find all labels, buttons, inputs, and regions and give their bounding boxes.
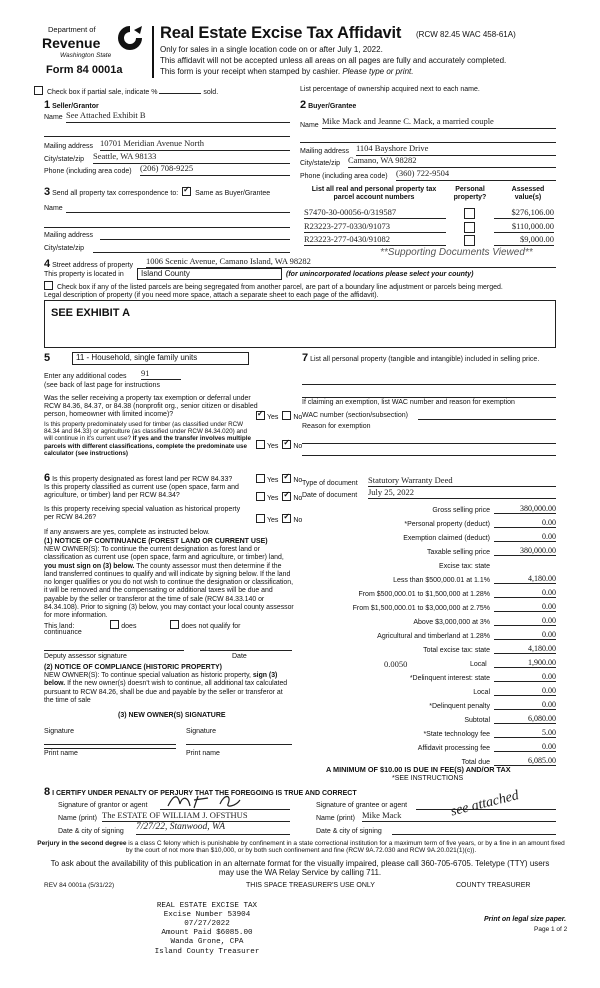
tier-value[interactable]: 4,180.00 [494, 574, 556, 584]
owner-print-label: Print name [44, 750, 78, 757]
buyer-name-extra-line[interactable] [300, 132, 556, 143]
tax-row-label: Taxable selling price [426, 549, 490, 556]
tail-value[interactable]: 6,080.00 [494, 714, 556, 724]
yes-label: Yes [267, 517, 279, 524]
buyer-heading [300, 99, 356, 112]
parcel-row [304, 222, 556, 234]
corr-city-label: City/state/zip [44, 245, 85, 252]
tail-value[interactable]: 0.00 [494, 700, 556, 710]
notice-compliance-body-a: NEW OWNER(S): To continue special valuation as historic property, [44, 672, 253, 679]
form-subtitle-3 [160, 67, 413, 76]
tier-label: Total excise tax: state [423, 647, 490, 654]
deputy-date-label: Date [232, 653, 247, 660]
tier-label: Agricultural and timberland at 1.28% [377, 633, 490, 640]
notice-compliance-body-b: sign (3) below. [44, 672, 278, 688]
street-address-label: Street address of property [52, 262, 134, 269]
total-due-label: Total due [461, 759, 490, 766]
forest-yes-checkbox[interactable] [256, 474, 265, 483]
receipt-line: Amount Paid $6085.00 [161, 929, 253, 938]
receipt-line: Excise Number 53904 [163, 911, 251, 920]
tax-row-value[interactable]: 0.00 [494, 532, 556, 542]
county-treasurer-label: COUNTY TREASURER [456, 882, 531, 889]
form-title: Real Estate Excise Tax Affidavit [160, 24, 402, 42]
personal-property-checkbox[interactable] [464, 208, 475, 219]
owner-signature-label: Signature [44, 728, 74, 735]
addl-codes-label: Enter any additional codes [44, 373, 127, 380]
tail-value[interactable]: 0.00 [494, 742, 556, 752]
tail-value[interactable]: 0.00 [494, 686, 556, 696]
list-percentage-note: List percentage of ownership acquired next to each name. [300, 86, 480, 93]
forest-answer [254, 474, 302, 485]
tax-row-value[interactable]: 380,000.00 [494, 546, 556, 556]
revenue-swoosh-icon [116, 24, 144, 52]
doc-date-field[interactable]: July 25, 2022 [368, 488, 556, 499]
does-label: does [121, 623, 137, 630]
county-label: This property is located in [44, 271, 124, 278]
land-label: This land: [44, 623, 75, 630]
no-label: No [293, 414, 303, 421]
total-due-value[interactable]: 6,085.00 [494, 756, 556, 766]
seller-mail-label: Mailing address [44, 143, 94, 150]
current-use-answer [254, 492, 302, 503]
dept-line3: Washington State [60, 52, 112, 59]
section7-heading-no: 7 [302, 352, 309, 364]
current-use-no-checkbox[interactable] [282, 492, 291, 501]
form-subtitle-2: This affidavit will not be accepted unless all areas on all pages are fully and accurately completed. [160, 56, 507, 65]
no-label: No [293, 495, 303, 502]
seller-mail-field[interactable]: 10701 Meridian Avenue North [100, 139, 290, 151]
tier-value[interactable]: 0.00 [494, 588, 556, 598]
tax-row-label: Exemption claimed (deduct) [403, 535, 490, 542]
receipt-line: REAL ESTATE EXCISE TAX [156, 902, 258, 910]
yes-label: Yes [267, 443, 279, 450]
notice-continuance-body-c: The county assessor must then determine if the land transferred continues to qualify and will indicate by signing below. If the land no longer qualifies or you do not wish to continue the designation or classification, it will be removed and the compensating or additional taxes will be due and payable by the seller or transferor at the time of sale (RCW 84.33.140 or 84.34.108). Prior to signing (3) below, you may contact your local county assessor for more information. [44, 562, 294, 620]
addl-codes-field[interactable]: 91 [141, 369, 181, 380]
owner-signature-line[interactable] [44, 738, 176, 745]
form-number: Form 84 0001a [46, 64, 123, 76]
current-use-yes-checkbox[interactable] [256, 492, 265, 501]
tier-value[interactable]: 0.00 [494, 630, 556, 640]
grantor-signature-scribble-icon [164, 792, 274, 810]
tail-label: *Delinquent interest: state [409, 675, 490, 682]
tail-value[interactable]: 0.00 [494, 672, 556, 682]
yes-label: Yes [267, 495, 279, 502]
wac-number-label: WAC number (section/subsection) [302, 412, 408, 419]
form-subtitle-1: Only for sales in a single location code on or after July 1, 2022. [160, 45, 383, 54]
seller-name-extra-line[interactable] [44, 126, 290, 137]
tier-label: Above $3,000,000 at 3% [413, 619, 490, 626]
county-select[interactable]: Island County [137, 268, 282, 280]
corr-city-field[interactable] [93, 243, 290, 253]
notice-compliance-body-c: If the new owner(s) doesn't wish to continue, all additional tax calculated pursuant to RCW 84.26, shall be due and payable by the seller or transferor at the time of sale [44, 680, 288, 704]
receipt-line: Island County Treasurer [154, 947, 260, 956]
header-divider [152, 26, 154, 78]
seller-name-label: Name [44, 114, 63, 121]
seller-name-field[interactable]: See Attached Exhibit B [66, 111, 290, 123]
certify-text: I CERTIFY UNDER PENALTY OF PERJURY THAT THE FOREGOING IS TRUE AND CORRECT [52, 790, 357, 797]
current-use-question: Is this property classified as current use (open space, farm and agriculture, or timber) land per RCW 84.34? [44, 484, 239, 500]
segregated-checkbox[interactable] [44, 281, 53, 290]
partial-sale-row [32, 86, 218, 97]
parcel-number[interactable]: R23223-277-0330/91073 [304, 222, 446, 233]
grantee-name-label: Name (print) [316, 815, 355, 822]
same-as-buyer-label: Same as Buyer/Grantee [195, 190, 271, 197]
section7-text [302, 352, 554, 365]
print-legal-note: Print on legal size paper. [484, 916, 567, 923]
form-subtitle-3a: This form is your receipt when stamped by cashier. [160, 67, 341, 76]
notice-compliance-body [44, 672, 294, 705]
partial-sale-checkbox[interactable] [34, 86, 43, 95]
owner-signature-line[interactable] [186, 738, 292, 745]
timber-answer [254, 440, 302, 451]
grantor-signature-label: Signature of grantor or agent [58, 802, 148, 809]
form-subtitle-3b: Please type or print. [342, 67, 414, 76]
owner-print-label: Print name [186, 750, 220, 757]
forest-land-question [44, 472, 256, 485]
correspondence-heading [44, 186, 270, 199]
buyer-heading-no: 2 [300, 99, 307, 111]
buyer-city-field[interactable]: Camano, WA 98282 [348, 156, 556, 168]
seller-heading-no: 1 [44, 99, 51, 111]
timber-question [44, 421, 256, 457]
parcels-col-header-2: Personal property? [453, 186, 487, 202]
buyer-mail-field[interactable]: 1104 Bayshore Drive [356, 144, 556, 156]
treasurer-receipt-stamp [142, 902, 272, 957]
does-not-label: does not qualify for [181, 623, 241, 630]
section6-heading-no: 6 [44, 472, 51, 484]
parcel-row [304, 208, 556, 220]
receipt-line: Wanda Grone, CPA [170, 938, 244, 947]
tail-label: *Delinquent penalty [429, 703, 490, 710]
section5-heading-no: 5 [44, 352, 51, 364]
county-note: (for unincorporated locations please select your county) [286, 271, 474, 278]
timber-question-text: Is this property predominately used for timber (as classified under RCW 84.34 and 84.33) or agriculture (as classified under RCW 84.34.020) and will continue in it's current use? [44, 421, 248, 443]
perjury-note-a: Perjury in the second degree [37, 840, 127, 847]
partial-sale-pct-field[interactable] [159, 93, 201, 94]
seller-phone-label: Phone (including area code) [44, 168, 132, 175]
section4-heading-no: 4 [44, 258, 51, 270]
reason-line[interactable] [302, 446, 556, 456]
seller-city-label: City/state/zip [44, 156, 85, 163]
notice-compliance-title: (2) NOTICE OF COMPLIANCE (HISTORIC PROPERTY) [44, 664, 222, 671]
perjury-note-b: is a class C felony which is punishable by confinement in a state correctional institution for a maximum term of five years, or by a fine in an amount fixed by the court of not more than $10,000, or by both such confinement and fine (RCW 9A.72.030 and RCW 9A.20.021(1)(c)). [125, 840, 565, 855]
exemption-question: Was the seller receiving a property tax exemption or deferral under RCW 84.36, 84.37, or 84.38 (nonprofit org., senior citizen or disabled person, homeowner with limited income)? [44, 395, 258, 419]
same-as-buyer-checkbox[interactable] [182, 187, 191, 196]
tax-row-label: Gross selling price [432, 507, 490, 514]
forest-land-text: Is this property designated as forest land per RCW 84.33? [52, 476, 233, 483]
doc-type-field[interactable]: Statutory Warranty Deed [368, 476, 556, 487]
legal-description-box[interactable] [44, 300, 556, 348]
tier-label: Less than $500,000.01 at 1.1% [393, 577, 490, 584]
dept-line2: Revenue [42, 35, 101, 51]
yes-label: Yes [267, 414, 279, 421]
assessed-value[interactable]: $9,000.00 [494, 235, 554, 246]
notice-continuance-body-b: you must sign on (3) below. [44, 562, 135, 570]
buyer-city-label: City/state/zip [300, 160, 341, 167]
grantor-date-field[interactable]: 7/27/22, Stanwood, WA [136, 822, 290, 835]
section8-heading-no: 8 [44, 786, 51, 798]
deputy-date-line[interactable] [200, 642, 292, 651]
personal-property-line[interactable] [302, 388, 556, 398]
historic-answer [254, 514, 302, 525]
property-street-row [44, 258, 133, 271]
grantee-name-field[interactable]: Mike Mack [362, 811, 556, 822]
legal-description-label: Legal description of property (if you need more space, attach a separate sheet to each page of the affidavit). [44, 292, 379, 299]
grantor-signature-field[interactable] [160, 800, 290, 810]
grantee-date-label: Date & city of signing [316, 828, 382, 835]
form-rcw: (RCW 82.45 WAC 458-61A) [416, 30, 516, 39]
doc-type-label: Type of document [302, 480, 358, 487]
buyer-name-label: Name [300, 122, 319, 129]
grantor-date-label: Date & city of signing [58, 828, 124, 835]
personal-property-line[interactable] [302, 375, 556, 385]
if-yes-note: If any answers are yes, complete as instructed below. [44, 529, 210, 536]
seller-city-field[interactable]: Seattle, WA 98133 [93, 152, 290, 164]
supporting-docs-stamp: **Supporting Documents Viewed** [380, 247, 533, 258]
tail-label: Local [473, 689, 490, 696]
parcel-number[interactable]: S7470-30-00056-0/319587 [304, 208, 446, 219]
local-label: Local [470, 661, 487, 668]
notice-continuance-body [44, 546, 294, 621]
grantee-signature-label: Signature of grantee or agent [316, 802, 408, 809]
segregated-text: Check box if any of the listed parcels are being segregated from another parcel, are part of a boundary line adjustment or parcels being merged. [56, 284, 503, 291]
reason-label: Reason for exemption [302, 423, 371, 430]
tax-row-value[interactable]: 380,000.00 [494, 504, 556, 514]
segregated-row [42, 281, 562, 292]
no-label: No [293, 443, 303, 450]
tail-label: *State technology fee [423, 731, 490, 738]
tail-label: Affidavit processing fee [417, 745, 490, 752]
personal-property-checkbox[interactable] [464, 235, 475, 246]
buyer-phone-label: Phone (including area code) [300, 173, 388, 180]
tax-row-value[interactable]: 0.00 [494, 518, 556, 528]
tax-row-label: *Personal property (deduct) [404, 521, 490, 528]
parcel-row [304, 235, 556, 247]
land-does-checkbox[interactable] [110, 620, 119, 629]
corr-mail-field[interactable] [100, 230, 290, 240]
buyer-mail-label: Mailing address [300, 148, 350, 155]
timber-yes-checkbox[interactable] [256, 440, 265, 449]
owner-signature-label: Signature [186, 728, 216, 735]
timber-question-note: If yes and the transfer involves multiple parcels with different classifications, complete the predominate use calculator (see instructions) [44, 435, 251, 457]
land-does-not-checkbox[interactable] [170, 620, 179, 629]
grantee-handwritten-note: see attached [449, 788, 521, 820]
exemption-no-checkbox[interactable] [282, 411, 291, 420]
grantee-date-field[interactable] [392, 826, 556, 835]
tier-label: From $1,500,000.01 to $3,000,000 at 2.75% [352, 605, 490, 612]
grantor-name-label: Name (print) [58, 815, 97, 822]
treasurer-only-label: THIS SPACE TREASURER'S USE ONLY [246, 882, 375, 889]
deputy-signature-line[interactable] [44, 642, 184, 651]
see-instructions-note: *SEE INSTRUCTIONS [392, 775, 464, 782]
perjury-note [34, 840, 568, 855]
continuance-label: continuance [44, 629, 82, 636]
assessed-value[interactable]: $276,106.00 [494, 208, 554, 219]
parcels-col-header-3: Assessed value(s) [511, 186, 545, 202]
deputy-signature-label: Deputy assessor signature [44, 653, 127, 660]
exemption-claim-label: If claiming an exemption, list WAC number and reason for exemption [302, 399, 515, 406]
revision-label: REV 84 0001a (5/31/22) [44, 882, 115, 889]
yes-label: Yes [267, 477, 279, 484]
grantor-name-field[interactable]: The ESTATE OF WILLIAM J. OFSTHUS [102, 811, 290, 822]
tail-label: Subtotal [464, 717, 490, 724]
seller-phone-field[interactable]: (206) 708-9225 [140, 164, 290, 176]
excise-state-heading: Excise tax: state [439, 563, 490, 570]
corr-mail-label: Mailing address [44, 232, 94, 239]
partial-sale-sold: sold. [203, 89, 219, 96]
street-address-field[interactable]: 1006 Scenic Avenue, Camano Island, WA 98282 [146, 257, 556, 268]
legal-description-text: SEE EXHIBIT A [51, 307, 131, 319]
notice-continuance-body-a: NEW OWNER(S): To continue the current designation as forest land or classification as current use (open space, farm and agriculture, or timber) land, [44, 546, 284, 562]
doc-date-label: Date of document [302, 492, 358, 499]
personal-property-checkbox[interactable] [464, 222, 475, 233]
page-number: Page 1 of 2 [534, 926, 568, 933]
corr-name-extra-line[interactable] [44, 218, 290, 228]
section7-label: List all personal property (tangible and intangible) included in selling price. [310, 356, 540, 363]
wac-number-field[interactable] [418, 411, 556, 420]
tier-value[interactable]: 4,180.00 [494, 644, 556, 654]
exemption-answer [254, 411, 302, 422]
local-value[interactable]: 1,900.00 [494, 658, 556, 668]
new-owner-signature-title: (3) NEW OWNER(S) SIGNATURE [118, 712, 226, 719]
alt-format-note: To ask about the availability of this publication in an alternate format for the visually impaired, please call 360-705-6705. Teletype (TTY) users may use the WA Relay Service by calling 711. [50, 859, 550, 878]
notice-continuance-title: (1) NOTICE OF CONTINUANCE (FOREST LAND OR CURRENT USE) [44, 538, 268, 545]
no-label: No [293, 477, 303, 484]
forest-no-checkbox[interactable] [282, 474, 291, 483]
tier-label: From $500,000.01 to $1,500,000 at 1.28% [358, 591, 490, 598]
correspondence-heading-no: 3 [44, 186, 51, 198]
reason-line[interactable] [302, 434, 556, 444]
parcels-col-header-1: List all real and personal property tax parcel account numbers [311, 186, 437, 202]
parcel-number[interactable]: R23223-277-0430/91082 [304, 235, 446, 246]
dept-line1: Department of [48, 25, 96, 34]
corr-name-label: Name [44, 205, 63, 212]
owner-print-line[interactable] [44, 748, 176, 749]
see-back-note: (see back of last page for instructions [44, 382, 160, 389]
buyer-phone-field[interactable]: (360) 722-9504 [396, 169, 556, 181]
partial-sale-text: Check box if partial sale, indicate % [46, 89, 158, 96]
tier-value[interactable]: 0.00 [494, 616, 556, 626]
tier-value[interactable]: 0.00 [494, 602, 556, 612]
assessed-value[interactable]: $110,000.00 [494, 222, 554, 233]
local-rate: 0.0050 [384, 659, 408, 669]
no-label: No [293, 517, 303, 524]
receipt-line: 07/27/2022 [184, 920, 230, 929]
tail-value[interactable]: 5.00 [494, 728, 556, 738]
corr-name-field[interactable] [66, 203, 290, 213]
historic-no-checkbox[interactable] [282, 514, 291, 523]
historic-question: Is this property receiving special valuation as historical property per RCW 84.26? [44, 506, 241, 522]
correspondence-heading-text: Send all property tax correspondence to: [52, 190, 179, 197]
use-code-select[interactable]: 11 - Household, single family units [72, 352, 249, 365]
buyer-name-field[interactable]: Mike Mack and Jeanne C. Mack, a married couple [322, 117, 556, 129]
historic-yes-checkbox[interactable] [256, 514, 265, 523]
buyer-heading-text: Buyer/Grantee [308, 103, 357, 110]
timber-no-checkbox[interactable] [282, 440, 291, 449]
revenue-logo [30, 22, 148, 80]
exemption-yes-checkbox[interactable] [256, 411, 265, 420]
seller-heading-text: Seller/Grantor [52, 103, 99, 110]
minimum-fee-note: A MINIMUM OF $10.00 IS DUE IN FEE(S) AND/OR TAX [326, 765, 511, 774]
